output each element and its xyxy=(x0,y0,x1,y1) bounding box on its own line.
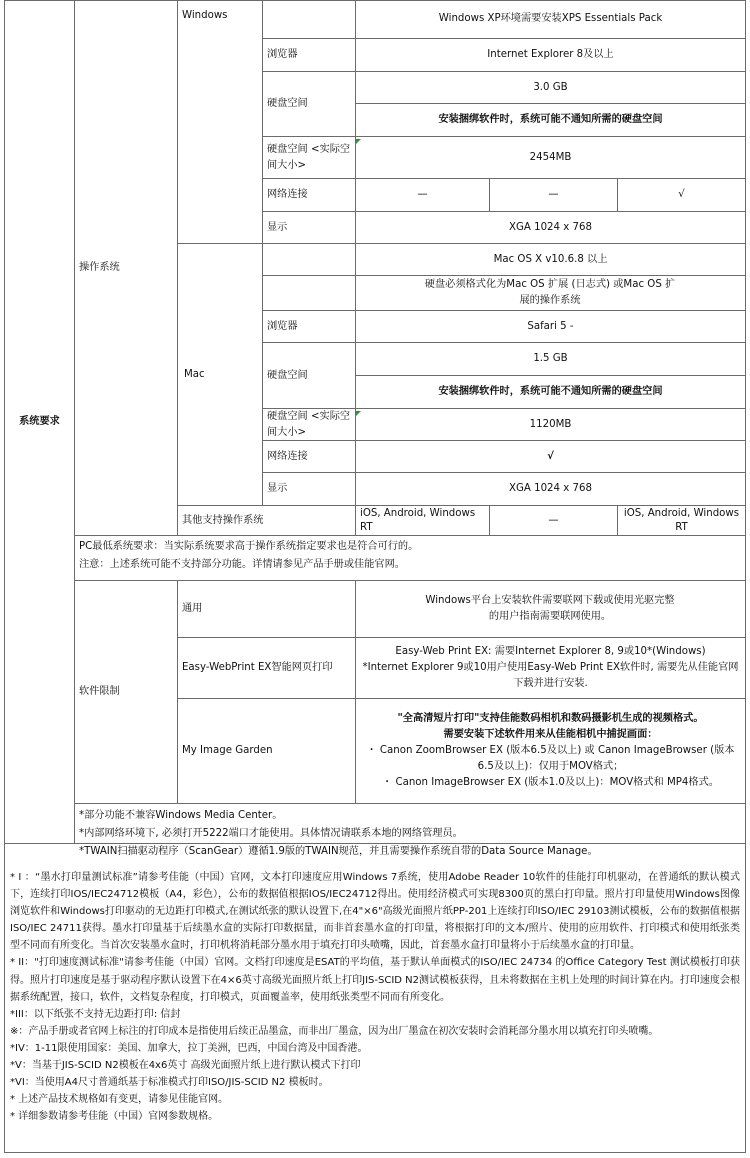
easy-web-label: Easy-WebPrint EX智能网页打印 xyxy=(182,662,333,673)
windows-network-value-1: — xyxy=(417,189,428,200)
easy-web-line-1: Easy-Web Print EX: 需要Internet Explorer 8, 9或10*(Windows) xyxy=(395,646,706,657)
software-note-2: *内部网络环境下, 必须打开5222端口才能使用。具体情况请联系本地的网络管理员。 xyxy=(79,828,463,839)
software-limits-label: 软件限制 xyxy=(79,686,120,697)
other-os-value-2: — xyxy=(548,514,559,526)
mac-disk-actual-label: 硬盘空间 <实际空间大小> xyxy=(267,410,351,438)
mac-disk-actual-value: 1120MB xyxy=(529,418,572,430)
mac-disk-note: 安装捆绑软件时，系统可能不通知所需的硬盘空间 xyxy=(438,386,663,397)
windows-xps-note: Windows XP环境需要安装XPS Essentials Pack xyxy=(438,13,663,24)
mac-display-value: XGA 1024 x 768 xyxy=(509,483,592,494)
windows-display-value: XGA 1024 x 768 xyxy=(509,221,592,233)
windows-label: Windows xyxy=(182,10,228,21)
windows-network-value-2: — xyxy=(548,189,559,200)
footnote-7: *VI：当使用A4尺寸普通纸基于标准模式打印ISO/JIS-SCID N2 模板时。 xyxy=(10,1077,329,1089)
mac-browser-value: Safari 5 - xyxy=(527,320,574,332)
mac-label: Mac xyxy=(184,368,205,380)
windows-disk-value: 3.0 GB xyxy=(533,81,568,93)
windows-disk-actual-label: 硬盘空间 <实际空间大小> xyxy=(267,143,351,171)
mac-browser-label: 浏览器 xyxy=(267,320,298,332)
mig-label: My Image Garden xyxy=(182,745,273,756)
mig-value xyxy=(356,699,745,803)
windows-display-label: 显示 xyxy=(267,221,288,233)
mac-disk-value: 1.5 GB xyxy=(533,353,568,364)
windows-disk-label: 硬盘空间 xyxy=(267,98,308,109)
mig-line-4: ・ Canon ImageBrowser EX (版本1.0及以上)：MOV格式和 MP4格式。 xyxy=(382,777,719,788)
footnote-4: ※：产品手册或者官网上标注的打印成本是指使用后续正品墨盒，而非出厂墨盒，因为出厂墨盒在初次安装时会消耗部分墨水用以填充打印头喷嘴。 xyxy=(10,1025,659,1037)
windows-browser-label: 浏览器 xyxy=(267,49,298,60)
windows-browser-value: Internet Explorer 8及以上 xyxy=(487,49,614,60)
other-os-value-1: iOS, Android, Windows RT xyxy=(360,507,476,533)
other-os-label: 其他支持操作系统 xyxy=(182,514,264,526)
footnote-1: * I ：“墨水打印量测试标准”请参考佳能（中国）官网，文本打印速度应用Windows 7系统，使用Adobe Reader 10软件的佳能打印机驱动，在普通纸的默认模式下，连续打印IOS/IEC24712模板（A4，彩色），公布的数据值根据IOS/IEC24712得出。使用经济模式可实现8300页的黑白打印量。照片打印量使用Windows图像浏览软件和Windows打印驱动的无边距打印模式,在测试纸张的默认设置下,在4"×6"高级光面照片纸PP-201上连续打印ISO/IEC 29103测试模板，公布的数据值根据ISO/IEC 24711获得。墨水打印量基于后续墨水盒的实际打印数据量，而非首套墨水盒的打印量，将根据打印的文本/照片、使用的应用软件、打印模式和使用纸张类型不同而有所变化。当首次安装墨水盒时，打印机将消耗部分墨水用于填充打印头喷嘴，因此，首套墨水盒打印量将小于后续墨水盒的打印量。 xyxy=(10,872,740,952)
mac-disk-label: 硬盘空间 xyxy=(267,369,308,381)
software-note-1: *部分功能不兼容Windows Media Center。 xyxy=(79,810,283,821)
other-os-value-3: iOS, Android, Windows RT xyxy=(623,507,740,533)
footnote-2: * II："打印速度测试标准"请参考佳能（中国）官网。文档打印速度是ESAT的平均值，基于默认单面模式的ISO/IEC 24734 的Office Category Test 测试模板打印获得。照片打印速度是基于驱动程序默认设置下在4×6英寸高级光面照片纸上打印JIS-SCID N2测试模板获得，且未将数据在主机上处理的时间计算在内。打印速度会根据系统配置，接口，软件，文档复杂程度，打印模式，页面覆盖率，使用纸张类型不同而有所变化。 xyxy=(10,957,740,1003)
mac-network-value: √ xyxy=(547,450,554,462)
mac-format-note: 硬盘必须格式化为Mac OS 扩展 (日志式) 或Mac OS 扩展的操作系统 xyxy=(424,279,676,306)
easy-web-value xyxy=(356,638,745,698)
mac-display-label: 显示 xyxy=(267,483,288,494)
windows-network-label: 网络连接 xyxy=(267,189,308,200)
os-label: 操作系统 xyxy=(79,261,120,273)
windows-disk-actual-value: 2454MB xyxy=(529,151,572,163)
general-label: 通用 xyxy=(182,603,203,614)
mac-network-label: 网络连接 xyxy=(267,450,308,462)
mac-os-version: Mac OS X v10.6.8 以上 xyxy=(493,253,608,265)
mig-line-2: 需要安装下述软件用来从佳能相机中捕捉画面： xyxy=(443,729,658,740)
software-note-3: *TWAIN扫描驱动程序（ScanGear）遵循1.9版的TWAIN规范，并且需要操作系统自带的Data Source Manage。 xyxy=(79,846,598,857)
footnotes xyxy=(5,868,745,1152)
mig-line-3: ・ Canon ZoomBrowser EX (版本6.5及以上) 或 Canon ImageBrowser (版本 6.5及以上)：仅用于MOV格式； xyxy=(366,745,735,772)
mig-line-1: "全高清短片打印"支持佳能数码相机和数码摄影机生成的视频格式。 xyxy=(397,713,704,724)
windows-disk-note: 安装捆绑软件时，系统可能不通知所需的硬盘空间 xyxy=(438,114,663,125)
footnote-5: *IV：1-11限使用国家：美国、加拿大，拉丁美洲，巴西，中国台湾及中国香港。 xyxy=(10,1042,368,1054)
general-value: Windows平台上安装软件需要联网下载或使用光驱完整的用户指南需要联网使用。 xyxy=(425,595,675,622)
system-requirements-label: 系统要求 xyxy=(19,415,60,427)
footnote-9: * 详细参数请参考佳能（中国）官网参数规格。 xyxy=(10,1111,219,1123)
footnote-6: *Ⅴ：当基于JIS-SCID N2模板在4x6英寸 高级光面照片纸上进行默认模式下打印 xyxy=(10,1060,361,1072)
footnote-8: * 上述产品技术规格如有变更，请参见佳能官网。 xyxy=(10,1094,229,1106)
system-note-1: PC最低系统要求：当实际系统要求高于操作系统指定要求也是符合可行的。 xyxy=(79,541,419,552)
easy-web-line-2: *Internet Explorer 9或10用户使用Easy-Web Print EX软件时, 需要先从佳能官网下载并进行安装. xyxy=(362,662,739,689)
footnote-3: *III：以下纸张不支持无边距打印: 信封 xyxy=(10,1008,181,1020)
system-note-2: 注意：上述系统可能不支持部分功能。详情请参见产品手册或佳能官网。 xyxy=(79,559,405,570)
windows-network-value-3: √ xyxy=(678,189,685,200)
